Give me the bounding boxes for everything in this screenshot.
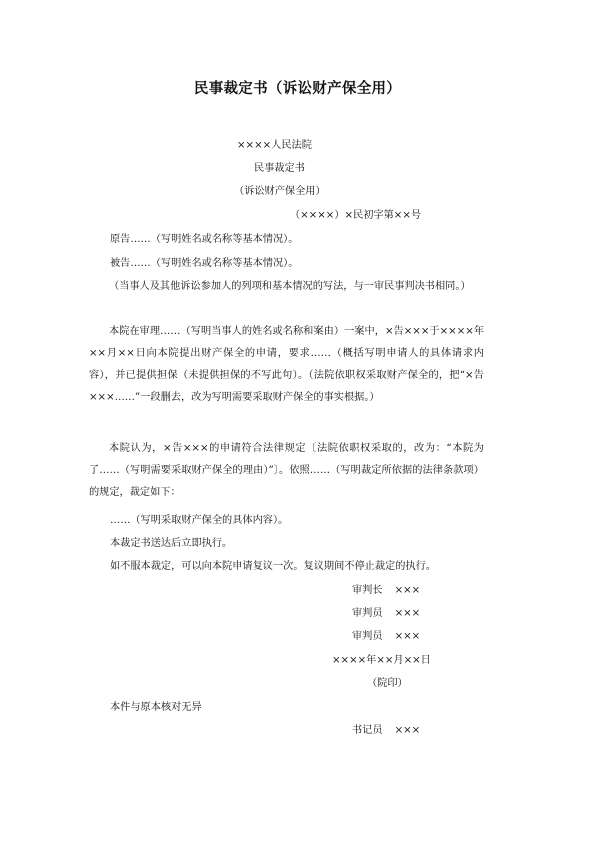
parties-note: （当事人及其他诉讼参加人的列项和基本情况的写法，与一审民事判决书相同。） — [109, 281, 471, 292]
ruling-line: ……（写明采取财产保全的具体内容）。 — [110, 515, 289, 526]
reasoning-paragraph: 本院认为，×告×××的申请符合法律规定〔法院依职权采取的，改为：“本院为了……（写明需要采取财产保全的理由）”〕。依照……（写明裁定所依据的法律条款项）的规定，裁定如下： — [89, 443, 484, 498]
judge-name-2: ××× — [394, 631, 421, 642]
ruling-date: ××××年××月××日 — [332, 655, 431, 666]
judge-title-2: 审判员 — [352, 631, 383, 642]
presiding-judge-name: ××× — [394, 585, 421, 596]
case-number: （××××）×民初字第××号 — [290, 210, 422, 221]
clerk-title: 书记员 — [352, 725, 383, 736]
judge-row-1 — [352, 607, 420, 621]
effect-line: 本裁定书送达后立即执行。 — [110, 538, 233, 549]
verification-line: 本件与原本核对无异 — [110, 702, 202, 713]
judge-title-1: 审判员 — [352, 608, 383, 619]
presiding-judge-row — [352, 584, 420, 598]
plaintiff-line: 原告……（写明姓名或名称等基本情况）。 — [110, 234, 299, 245]
court-seal: （院印） — [367, 678, 408, 689]
clerk-row — [352, 724, 420, 738]
document-title: 民事裁定书（诉讼财产保全用） — [193, 81, 402, 97]
presiding-judge-title: 审判长 — [352, 585, 383, 596]
facts-paragraph: 本院在审理……（写明当事人的姓名或名称和案由）一案中，×告×××于××××年××月××日向本院提出财产保全的申请，要求……（概括写明申请人的具体请求内容），并已提供担保（未提供担保的不写此句）。（法院依职权采取财产保全的，把“×告×××……”一段删去，改为写明需要采取财产保全的事实根据。） — [89, 326, 484, 403]
document-usage: （诉讼财产保全用） — [234, 186, 326, 197]
court-name: ××××人民法院 — [237, 140, 312, 151]
appeal-line: 如不服本裁定，可以向本院申请复议一次。复议期间不停止裁定的执行。 — [110, 561, 436, 572]
document-type: 民事裁定书 — [254, 163, 305, 174]
judge-row-2 — [352, 630, 420, 644]
clerk-name: ××× — [394, 725, 421, 736]
judge-name-1: ××× — [394, 608, 421, 619]
defendant-line: 被告……（写明姓名或名称等基本情况）。 — [110, 258, 299, 269]
